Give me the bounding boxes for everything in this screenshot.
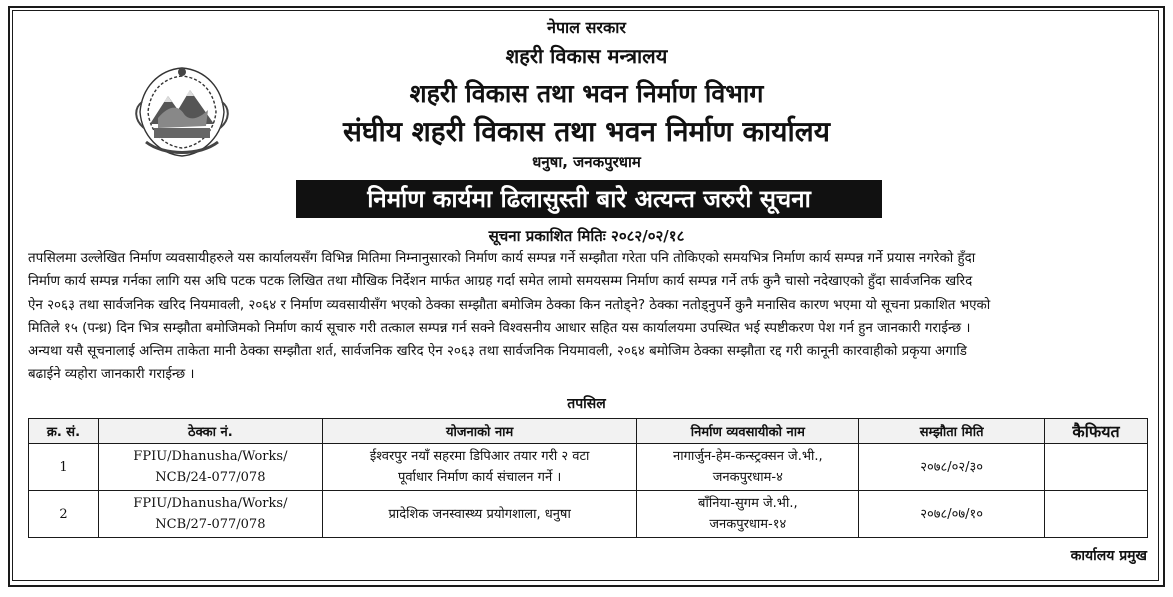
cell-contractor-name	[637, 491, 859, 538]
notice-title-banner: निर्माण कार्यमा ढिलासुस्ती बारे अत्यन्त जरुरी सूचना	[296, 180, 882, 218]
notice-body-line: अन्यथा यसै सूचनालाई अन्तिम ताकेता मानी ठेक्का सम्झौता शर्त, सार्वजनिक खरिद ऐन २०६३ तथा सार्वजनिक नियमावली, २०६४ बमोजिम ठेक्का सम्झौता रद्द गरी कानूनी कारवाहीको प्रकृया अगाडि	[28, 344, 967, 360]
notice-body-line: तपसिलमा उल्लेखित निर्माण व्यवसायीहरुले यस कार्यालयसँग विभिन्न मितिमा निम्नानुसारको निर्माण कार्य सम्पन्न गर्ने सम्झौता गरेता पनि तोकिएको समयभित्र निर्माण कार्य सम्पन्न गर्ने प्रयास नगरेको हुँदा	[28, 251, 976, 266]
contractor-name-line: जनकपुरधाम-४	[712, 470, 783, 485]
project-name-line: ईश्वरपुर नयाँ सहरमा डिपिआर तयार गरी २ वटा	[369, 449, 590, 464]
notice-body-line: ऐन २०६३ तथा सार्वजनिक खरिद नियमावली, २०६४ र निर्माण व्यवसायीसँग भएको ठेक्का सम्झौता बमोजिम ठेक्का किन नतोड्ने? ठेक्का नतोड्नुपर्ने कुनै मनासिव कारण भएमा यो सूचना प्रकाशित भएको	[28, 297, 991, 313]
contractor-name-line: बाँनिया-सुगम जे.भी.,	[698, 496, 798, 511]
contractor-name-line: जनकपुरधाम-१४	[709, 517, 787, 532]
cell-project-name	[322, 444, 637, 491]
government-name: नेपाल सरकार	[547, 18, 626, 37]
contracts-table	[28, 418, 1148, 538]
cell-remarks	[1045, 491, 1148, 538]
header-project-name: योजनाको नाम	[322, 419, 637, 444]
contractor-name-line: नागार्जुन-हेम-कन्स्ट्रक्सन जे.भी.,	[673, 449, 823, 464]
cell-agreement-date: २०७८/०७/१०	[859, 491, 1045, 538]
notice-body-line: मितिले १५ (पन्ध्र) दिन भित्र सम्झौता बमोजिमको निर्माण कार्य सूचारु गरी तत्काल सम्पन्न गर्न सक्ने विश्वसनीय आधार सहित यस कार्यालयमा उपस्थित भई स्पष्टीकरण पेश गर्न हुन जानकारी गराईन्छ ।	[28, 320, 971, 336]
notice-body-line: बढाईने व्यहोरा जानकारी गराईन्छ ।	[28, 367, 195, 383]
notice-body	[28, 247, 1150, 387]
header-serial: क्र. सं.	[29, 419, 99, 444]
cell-agreement-date: २०७८/०२/३०	[859, 444, 1045, 491]
table-row	[29, 491, 1148, 538]
header-remarks: कैफियत	[1045, 419, 1148, 444]
header-contract-no: ठेक्का नं.	[98, 419, 322, 444]
notice-published-date: सूचना प्रकाशित मितिः २०८२/०२/१८	[488, 227, 685, 245]
header-contractor-name: निर्माण व्यवसायीको नाम	[637, 419, 859, 444]
department-name: शहरी विकास तथा भवन निर्माण विभाग	[409, 79, 764, 108]
project-name-line: पूर्वाधार निर्माण कार्य संचालन गर्ने ।	[398, 470, 562, 485]
cell-contract-no	[98, 444, 322, 491]
contract-no-line: NCB/24-077/078	[155, 470, 266, 485]
cell-contractor-name	[637, 444, 859, 491]
cell-remarks	[1045, 444, 1148, 491]
office-location: धनुषा, जनकपुरधाम	[532, 153, 641, 171]
notice-body-line: निर्माण कार्य सम्पन्न गर्नका लागि यस अघि पटक पटक लिखित तथा मौखिक निर्देशन मार्फत आग्रह गर्दा समेत लामो समयसम्म निर्माण कार्य सम्पन्न गर्ने तर्फ कुनै चासो नदेखाएको हुँदा सार्वजनिक खरिद	[28, 274, 973, 290]
office-chief-signoff: कार्यालय प्रमुख	[1070, 548, 1147, 564]
cell-serial: 2	[29, 491, 99, 538]
contract-no-line: NCB/27-077/078	[155, 517, 266, 532]
cell-serial: 1	[29, 444, 99, 491]
cell-project-name	[322, 491, 637, 538]
header-agreement-date: सम्झौता मिति	[859, 419, 1045, 444]
table-row	[29, 444, 1148, 491]
table-caption: तपसिल	[567, 396, 606, 412]
table-header-row	[29, 419, 1148, 444]
project-name-line: प्रादेशिक जनस्वास्थ्य प्रयोगशाला, धनुषा	[388, 506, 571, 522]
contract-no-line: FPIU/Dhanusha/Works/	[133, 449, 288, 464]
ministry-name: शहरी विकास मन्त्रालय	[505, 44, 668, 68]
cell-contract-no	[98, 491, 322, 538]
contract-no-line: FPIU/Dhanusha/Works/	[133, 496, 288, 511]
office-name: संघीय शहरी विकास तथा भवन निर्माण कार्यालय	[343, 115, 830, 148]
